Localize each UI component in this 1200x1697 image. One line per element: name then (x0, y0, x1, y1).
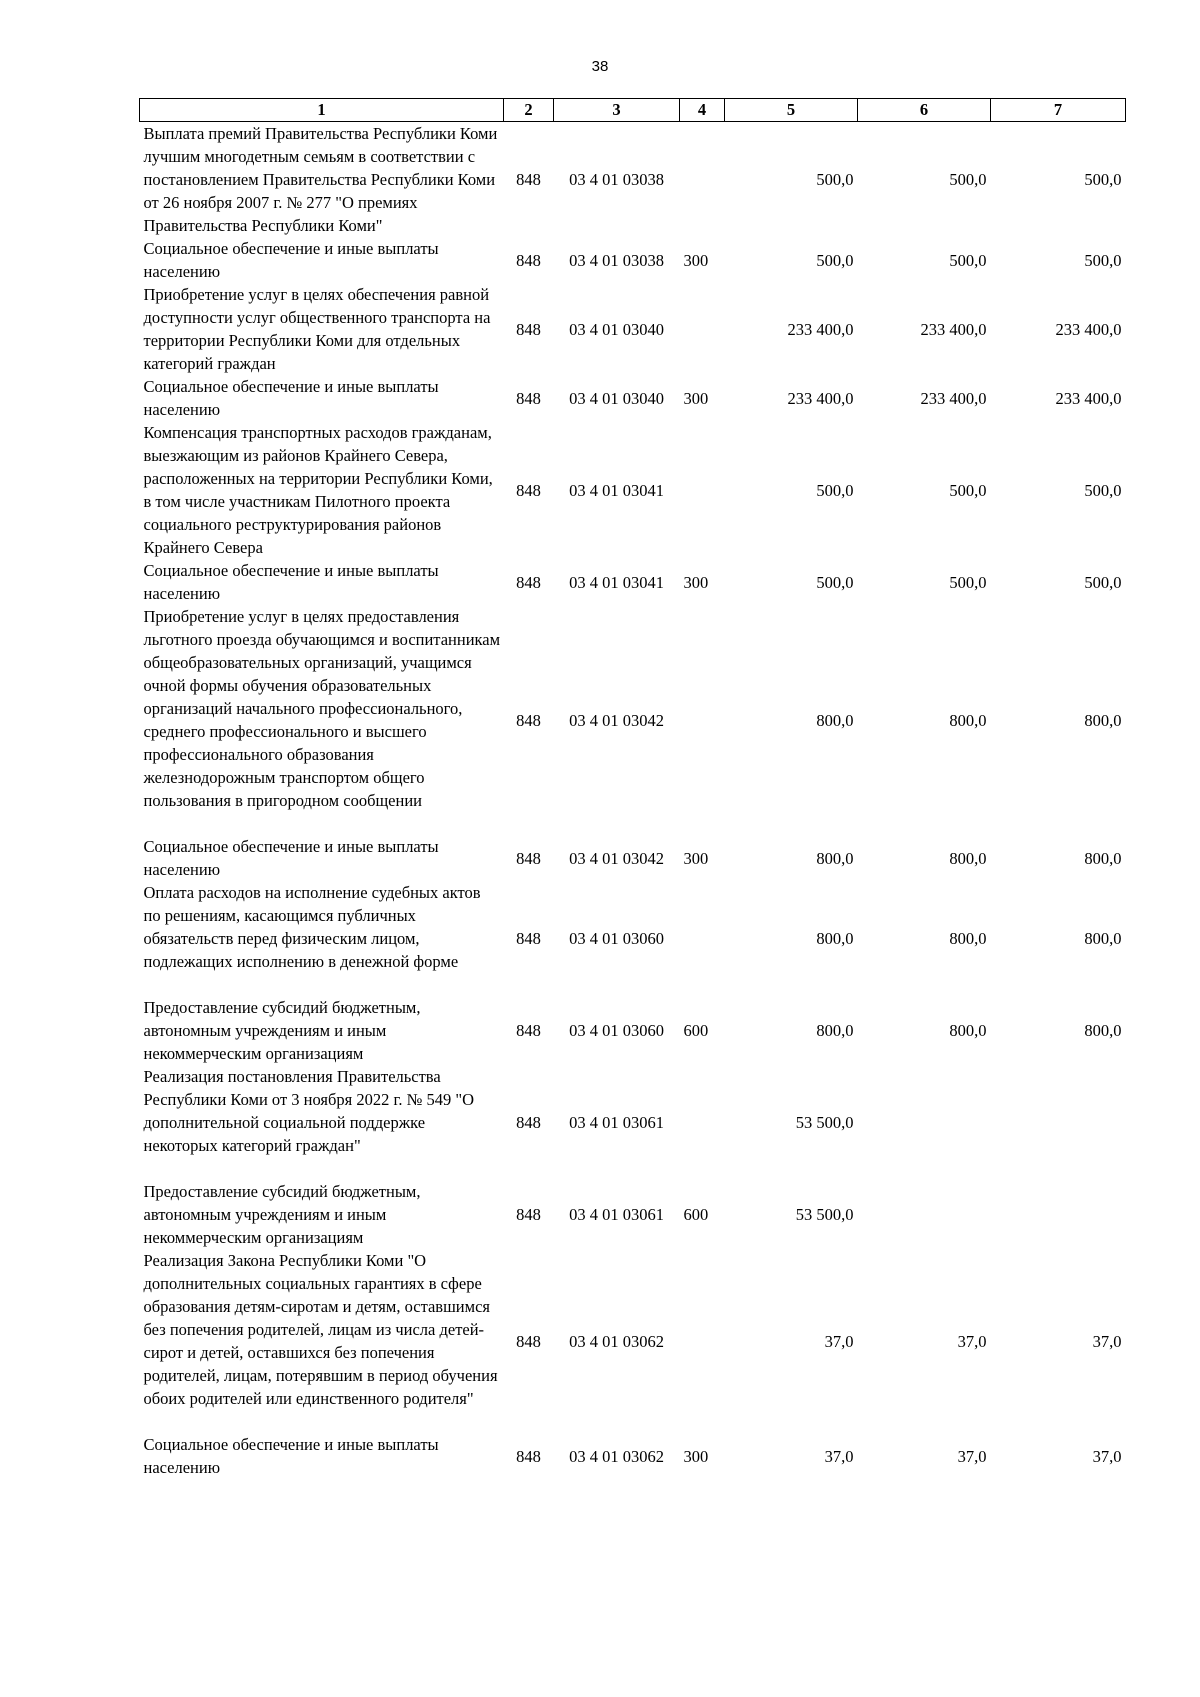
row-gr: 848 (516, 170, 541, 189)
row-year2: 37,0 (957, 1331, 987, 1351)
row-name: Социальное обеспечение и иные выплаты населению (143, 377, 439, 419)
row-name: Приобретение услуг в целях предоставления льготного проезда обучающимся и воспитанникам общеобразовательных организаций, учащимся очной формы обучения образовательных организаций начального профессионального, среднего профессионального и высшего профессионального образования железнодорожным транспортом общего пользования в пригородном сообщении (143, 607, 501, 810)
row-csr: 03 4 01 03040 (569, 319, 664, 339)
row-name: Социальное обеспечение и иные выплаты населению (143, 561, 439, 603)
row-year1: 800,0 (816, 710, 854, 730)
column-header-csr: 3 (554, 99, 680, 122)
row-vr: 300 (683, 848, 709, 868)
table-row (140, 1249, 1126, 1433)
table-row (140, 559, 1126, 605)
row-gr: 848 (516, 710, 541, 730)
row-name: Реализация постановления Правительства Республики Коми от 3 ноября 2022 г. № 549 "О дополнительной социальной поддержке некоторых категорий граждан" (143, 1067, 475, 1155)
row-vr (680, 1065, 725, 1180)
row-year2: 500,0 (949, 250, 987, 270)
row-csr: 03 4 01 03060 (569, 929, 664, 948)
table-header-row (140, 99, 1126, 122)
row-gr: 848 (516, 1021, 541, 1040)
row-year2: 800,0 (949, 1021, 987, 1040)
column-header-year2: 6 (858, 99, 991, 122)
row-year2: 800,0 (949, 710, 987, 730)
row-year1: 53 500,0 (795, 1205, 854, 1224)
row-year1: 800,0 (816, 929, 854, 948)
table-row (140, 421, 1126, 559)
row-vr: 300 (683, 572, 709, 592)
row-year3 (991, 1065, 1126, 1180)
row-csr: 03 4 01 03061 (569, 1205, 664, 1224)
row-vr: 600 (683, 1021, 709, 1040)
row-gr: 848 (516, 1205, 541, 1224)
row-gr: 848 (516, 250, 541, 270)
table-row (140, 996, 1126, 1065)
row-name: Выплата премий Правительства Республики Коми лучшим многодетным семьям в соответствии с постановлением Правительства Республики Коми от 26 ноября 2007 г. № 277 "О премиях Правительства Республики Коми" (143, 124, 498, 235)
row-year3: 500,0 (1084, 572, 1122, 592)
row-vr (680, 881, 725, 996)
row-year1: 500,0 (816, 250, 854, 270)
row-year1: 500,0 (816, 572, 854, 592)
row-csr: 03 4 01 03062 (569, 1446, 664, 1466)
row-csr: 03 4 01 03061 (569, 1113, 664, 1132)
row-year1: 233 400,0 (787, 319, 854, 339)
row-year3: 800,0 (1084, 710, 1122, 730)
row-year2 (858, 1065, 991, 1180)
row-gr: 848 (516, 929, 541, 948)
row-year3: 800,0 (1084, 848, 1122, 868)
row-csr: 03 4 01 03042 (569, 848, 664, 868)
row-year3: 233 400,0 (1055, 388, 1122, 408)
row-year1: 800,0 (816, 848, 854, 868)
table-row (140, 1065, 1126, 1180)
table-row (140, 1433, 1126, 1479)
row-name: Социальное обеспечение и иные выплаты населению (143, 239, 439, 281)
row-year2: 233 400,0 (920, 319, 987, 339)
page-number: 38 (591, 58, 609, 75)
table-row (140, 881, 1126, 996)
row-year1: 37,0 (824, 1446, 854, 1466)
row-vr (680, 421, 725, 559)
table-row (140, 283, 1126, 375)
row-gr: 848 (516, 1331, 541, 1351)
row-csr: 03 4 01 03041 (569, 480, 664, 500)
row-name: Реализация Закона Республики Коми "О дополнительных социальных гарантиях в сфере образования детям-сиротам и детям, оставшимся без попечения родителей, лицам из числа детей-сирот и детей, оставшихся без попечения родителей, лицам, потерявшим в период обучения обоих родителей или единственного родителя" (143, 1251, 498, 1408)
column-header-name: 1 (140, 99, 504, 122)
row-vr: 300 (683, 388, 709, 408)
row-year2: 800,0 (949, 929, 987, 948)
row-year1: 500,0 (816, 480, 854, 500)
row-gr: 848 (516, 572, 541, 592)
row-vr (680, 605, 725, 835)
row-name: Компенсация транспортных расходов гражданам, выезжающим из районов Крайнего Севера, расположенных на территории Республики Коми, в том числе участникам Пилотного проекта социального реструктурирования районов Крайнего Севера (143, 423, 493, 557)
row-year2: 37,0 (957, 1446, 987, 1466)
row-csr: 03 4 01 03042 (569, 710, 664, 730)
budget-table (139, 98, 1126, 1479)
row-csr: 03 4 01 03038 (569, 250, 664, 270)
row-year1: 37,0 (824, 1331, 854, 1351)
column-header-vr: 4 (680, 99, 725, 122)
table-row (140, 122, 1126, 238)
row-year2: 500,0 (949, 480, 987, 500)
row-csr: 03 4 01 03060 (569, 1021, 664, 1040)
table-row (140, 375, 1126, 421)
row-year1: 800,0 (816, 1021, 854, 1040)
row-csr: 03 4 01 03041 (569, 572, 664, 592)
column-header-year1: 5 (725, 99, 858, 122)
row-year3: 37,0 (1092, 1331, 1122, 1351)
row-vr: 600 (683, 1205, 709, 1224)
row-gr: 848 (516, 388, 541, 408)
row-vr: 300 (683, 1446, 709, 1466)
row-name: Социальное обеспечение и иные выплаты населению (143, 837, 439, 879)
row-year3: 500,0 (1084, 480, 1122, 500)
row-year2 (858, 1180, 991, 1249)
table-row (140, 835, 1126, 881)
column-header-gr: 2 (504, 99, 554, 122)
row-year3: 500,0 (1084, 170, 1122, 189)
row-vr: 300 (683, 250, 709, 270)
row-name: Предоставление субсидий бюджетным, автономным учреждениям и иным некоммерческим организациям (143, 998, 421, 1063)
row-year1: 233 400,0 (787, 388, 854, 408)
row-year2: 233 400,0 (920, 388, 987, 408)
row-gr: 848 (516, 1446, 541, 1466)
row-vr (680, 283, 725, 375)
table-row (140, 605, 1126, 835)
row-year2: 500,0 (949, 572, 987, 592)
row-year3: 800,0 (1084, 929, 1122, 948)
row-vr (680, 1249, 725, 1433)
row-csr: 03 4 01 03062 (569, 1331, 664, 1351)
row-year2: 500,0 (949, 170, 987, 189)
row-csr: 03 4 01 03038 (569, 170, 664, 189)
table-row (140, 237, 1126, 283)
row-name: Приобретение услуг в целях обеспечения равной доступности услуг общественного транспорта на территории Республики Коми для отдельных категорий граждан (143, 285, 491, 373)
table-row (140, 1180, 1126, 1249)
row-year3 (991, 1180, 1126, 1249)
column-header-year3: 7 (991, 99, 1126, 122)
row-name: Социальное обеспечение и иные выплаты населению (143, 1435, 439, 1477)
row-gr: 848 (516, 1113, 541, 1132)
row-year1: 500,0 (816, 170, 854, 189)
row-name: Предоставление субсидий бюджетным, автономным учреждениям и иным некоммерческим организациям (143, 1182, 421, 1247)
row-gr: 848 (516, 480, 541, 500)
row-year3: 37,0 (1092, 1446, 1122, 1466)
row-vr (680, 122, 725, 238)
row-year1: 53 500,0 (795, 1113, 854, 1132)
row-year3: 233 400,0 (1055, 319, 1122, 339)
row-name: Оплата расходов на исполнение судебных актов по решениям, касающимся публичных обязательств перед физическим лицом, подлежащих исполнению в денежной форме (143, 883, 481, 971)
row-year3: 800,0 (1084, 1021, 1122, 1040)
row-csr: 03 4 01 03040 (569, 388, 664, 408)
row-year3: 500,0 (1084, 250, 1122, 270)
row-gr: 848 (516, 319, 541, 339)
row-gr: 848 (516, 848, 541, 868)
row-year2: 800,0 (949, 848, 987, 868)
